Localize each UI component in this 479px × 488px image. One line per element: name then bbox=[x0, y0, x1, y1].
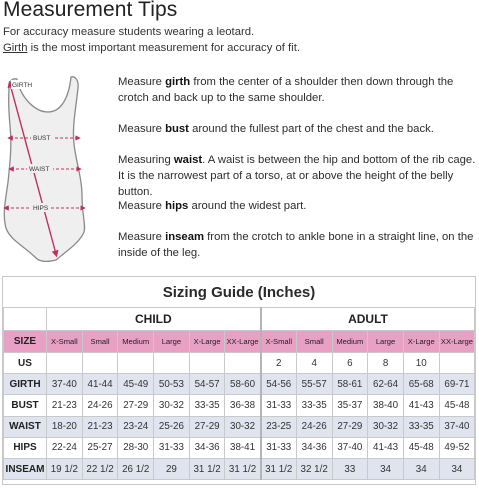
row-label: HIPS bbox=[4, 437, 47, 458]
table-cell bbox=[189, 353, 225, 374]
table-cell: 6 bbox=[332, 353, 368, 374]
table-cell: 31 1/2 bbox=[225, 458, 261, 479]
table-cell: 69-71 bbox=[439, 374, 475, 395]
size-label: X-Large bbox=[189, 331, 225, 353]
table-cell: 33-35 bbox=[189, 395, 225, 416]
row-label: BUST bbox=[4, 395, 47, 416]
table-cell: 28-30 bbox=[118, 437, 154, 458]
table-cell: 54-56 bbox=[261, 374, 297, 395]
intro-line-1: For accuracy measure students wearing a leotard. bbox=[3, 26, 255, 38]
size-label: XX-Large bbox=[439, 331, 475, 353]
table-row bbox=[4, 395, 475, 416]
size-header: SIZE bbox=[4, 331, 47, 353]
sizing-guide-title: Sizing Guide (Inches) bbox=[162, 284, 316, 301]
table-cell: 34 bbox=[368, 458, 404, 479]
table-cell: 31-33 bbox=[261, 395, 297, 416]
table-cell bbox=[82, 353, 118, 374]
tip-hips: Measure hips around the widest part. bbox=[118, 200, 307, 212]
table-cell: 54-57 bbox=[189, 374, 225, 395]
size-label: Medium bbox=[118, 331, 154, 353]
table-cell: 35-37 bbox=[332, 395, 368, 416]
hips-label: HIPS bbox=[33, 205, 49, 212]
table-cell: 25-26 bbox=[154, 416, 190, 437]
sizing-table bbox=[3, 307, 475, 480]
table-cell: 24-26 bbox=[296, 416, 332, 437]
table-row bbox=[4, 458, 475, 479]
table-cell: 36-38 bbox=[225, 395, 261, 416]
tip-girth: Measure girth from the center of a shoulder then down through the crotch and back up to the same shoulder. bbox=[118, 76, 454, 105]
size-row bbox=[4, 331, 475, 353]
table-cell: 41-43 bbox=[368, 437, 404, 458]
table-cell: 62-64 bbox=[368, 374, 404, 395]
table-cell: 30-32 bbox=[225, 416, 261, 437]
table-cell: 34 bbox=[403, 458, 439, 479]
sizing-guide bbox=[2, 276, 476, 485]
table-cell: 31 1/2 bbox=[261, 458, 297, 479]
table-cell: 45-48 bbox=[439, 395, 475, 416]
group-child: CHILD bbox=[47, 308, 261, 331]
table-cell: 37-40 bbox=[332, 437, 368, 458]
table-cell: 19 1/2 bbox=[47, 458, 83, 479]
table-cell: 41-44 bbox=[82, 374, 118, 395]
table-cell: 25-27 bbox=[82, 437, 118, 458]
table-cell: 24-26 bbox=[82, 395, 118, 416]
waist-label: WAIST bbox=[29, 166, 50, 173]
table-row bbox=[4, 353, 475, 374]
table-cell: 55-57 bbox=[296, 374, 332, 395]
size-label: Small bbox=[296, 331, 332, 353]
table-cell: 34-36 bbox=[189, 437, 225, 458]
table-cell: 33-35 bbox=[403, 416, 439, 437]
table-cell: 31 1/2 bbox=[189, 458, 225, 479]
table-cell bbox=[118, 353, 154, 374]
leotard-illustration bbox=[0, 74, 104, 264]
table-cell bbox=[47, 353, 83, 374]
table-cell: 27-29 bbox=[118, 395, 154, 416]
size-label: Medium bbox=[332, 331, 368, 353]
table-cell bbox=[154, 353, 190, 374]
row-label: WAIST bbox=[4, 416, 47, 437]
table-cell: 27-29 bbox=[189, 416, 225, 437]
intro-line-2-rest: is the most important measurement for accuracy of fit. bbox=[27, 42, 300, 54]
table-cell: 30-32 bbox=[368, 416, 404, 437]
table-cell: 26 1/2 bbox=[118, 458, 154, 479]
table-cell: 23-25 bbox=[261, 416, 297, 437]
table-cell: 23-24 bbox=[118, 416, 154, 437]
table-cell: 45-48 bbox=[403, 437, 439, 458]
girth-label: GIRTH bbox=[12, 82, 33, 89]
table-cell: 18-20 bbox=[47, 416, 83, 437]
table-cell: 31-33 bbox=[154, 437, 190, 458]
bust-label: BUST bbox=[33, 135, 51, 142]
size-label: X-Small bbox=[261, 331, 297, 353]
table-row bbox=[4, 374, 475, 395]
table-cell: 37-40 bbox=[439, 416, 475, 437]
table-cell: 34-36 bbox=[296, 437, 332, 458]
table-cell: 58-60 bbox=[225, 374, 261, 395]
group-adult: ADULT bbox=[261, 308, 475, 331]
table-cell: 22-24 bbox=[47, 437, 83, 458]
size-label: X-Small bbox=[47, 331, 83, 353]
table-row bbox=[4, 437, 475, 458]
table-row bbox=[4, 416, 475, 437]
table-cell: 31-33 bbox=[261, 437, 297, 458]
size-label: Small bbox=[82, 331, 118, 353]
table-cell: 50-53 bbox=[154, 374, 190, 395]
table-cell: 22 1/2 bbox=[82, 458, 118, 479]
table-cell: 38-41 bbox=[225, 437, 261, 458]
table-cell: 65-68 bbox=[403, 374, 439, 395]
table-cell: 37-40 bbox=[47, 374, 83, 395]
table-cell: 2 bbox=[261, 353, 297, 374]
table-cell: 33 bbox=[332, 458, 368, 479]
size-label: Large bbox=[368, 331, 404, 353]
table-cell: 10 bbox=[403, 353, 439, 374]
size-label: X-Large bbox=[403, 331, 439, 353]
table-cell: 4 bbox=[296, 353, 332, 374]
table-cell bbox=[225, 353, 261, 374]
row-label: GIRTH bbox=[4, 374, 47, 395]
table-cell: 21-23 bbox=[47, 395, 83, 416]
page-title: Measurement Tips bbox=[3, 0, 178, 21]
girth-underlined: Girth bbox=[3, 42, 28, 54]
table-cell bbox=[439, 353, 475, 374]
table-cell: 30-32 bbox=[154, 395, 190, 416]
table-cell: 8 bbox=[368, 353, 404, 374]
row-label: US bbox=[4, 353, 47, 374]
table-cell: 32 1/2 bbox=[296, 458, 332, 479]
table-cell: 33-35 bbox=[296, 395, 332, 416]
table-cell: 27-29 bbox=[332, 416, 368, 437]
table-cell: 58-61 bbox=[332, 374, 368, 395]
intro-line-2 bbox=[3, 40, 300, 56]
group-header-blank bbox=[4, 308, 47, 331]
table-cell: 21-23 bbox=[82, 416, 118, 437]
table-cell: 45-49 bbox=[118, 374, 154, 395]
row-label: INSEAM bbox=[4, 458, 47, 479]
table-cell: 34 bbox=[439, 458, 475, 479]
table-cell: 49-52 bbox=[439, 437, 475, 458]
tip-inseam: Measure inseam from the crotch to ankle bone in a straight line, on the inside of the leg. bbox=[118, 231, 474, 260]
table-cell: 38-40 bbox=[368, 395, 404, 416]
table-cell: 41-43 bbox=[403, 395, 439, 416]
tip-bust: Measure bust around the fullest part of the chest and the back. bbox=[118, 123, 434, 135]
intro-text bbox=[3, 24, 300, 56]
size-label: Large bbox=[154, 331, 190, 353]
tip-waist: Measuring waist. A waist is between the hip and bottom of the rib cage. It is the narrowest part of a torso, at or above the height of the belly button. bbox=[118, 154, 476, 199]
table-cell: 29 bbox=[154, 458, 190, 479]
group-header-row bbox=[4, 308, 475, 331]
size-label: XX-Large bbox=[225, 331, 261, 353]
